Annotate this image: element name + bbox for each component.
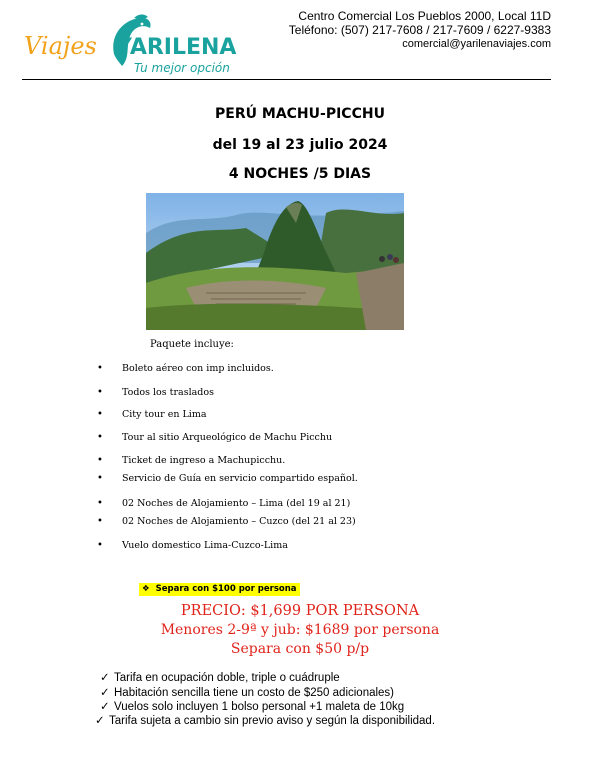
includes-heading: Paquete incluye:: [150, 339, 234, 350]
contact-address: Centro Comercial Los Pueblos 2000, Local 11D: [298, 9, 551, 23]
company-logo: [22, 14, 252, 84]
header-divider: [22, 79, 551, 80]
deposit-highlight: ❖ Separa con $100 por persona: [139, 583, 300, 596]
trip-dates: del 19 al 23 julio 2024: [212, 137, 388, 153]
condition-item: ✓ Vuelos solo incluyen 1 bolso personal +1 maleta de 10kg: [100, 701, 405, 713]
contact-email[interactable]: comercial@yarilenaviajes.com: [402, 38, 551, 50]
condition-item: ✓ Habitación sencilla tiene un costo de $250 adicionales): [100, 687, 395, 699]
trip-title: PERÚ MACHU-PICCHU: [215, 106, 385, 122]
checkmark-icon: ✓: [95, 715, 105, 727]
checkmark-icon: ✓: [100, 672, 110, 684]
checkmark-icon: ✓: [100, 701, 110, 713]
logo-word-yarilena: YARILENA: [116, 35, 237, 60]
logo-word-viajes: Viajes: [24, 32, 97, 60]
logo-tagline: Tu mejor opción: [134, 61, 230, 75]
condition-item: ✓ Tarifa sujeta a cambio sin previo aviso y según la disponibilidad.: [95, 715, 436, 727]
contact-phones: Teléfono: (507) 217-7608 / 217-7609 / 6227-9383: [288, 23, 551, 37]
trip-duration: 4 NOCHES /5 DIAS: [228, 166, 372, 182]
price-line: PRECIO: $1,699 POR PERSONA: [180, 603, 420, 619]
diamond-bullet-icon: ❖: [142, 584, 150, 594]
minors-price-line: Menores 2-9ª y jub: $1689 por persona: [160, 622, 440, 638]
deposit-price-line: Separa con $50 p/p: [230, 641, 370, 657]
checkmark-icon: ✓: [100, 687, 110, 699]
machu-picchu-photo: [146, 193, 404, 330]
condition-item: ✓ Tarifa en ocupación doble, triple o cuádruple: [100, 672, 340, 684]
